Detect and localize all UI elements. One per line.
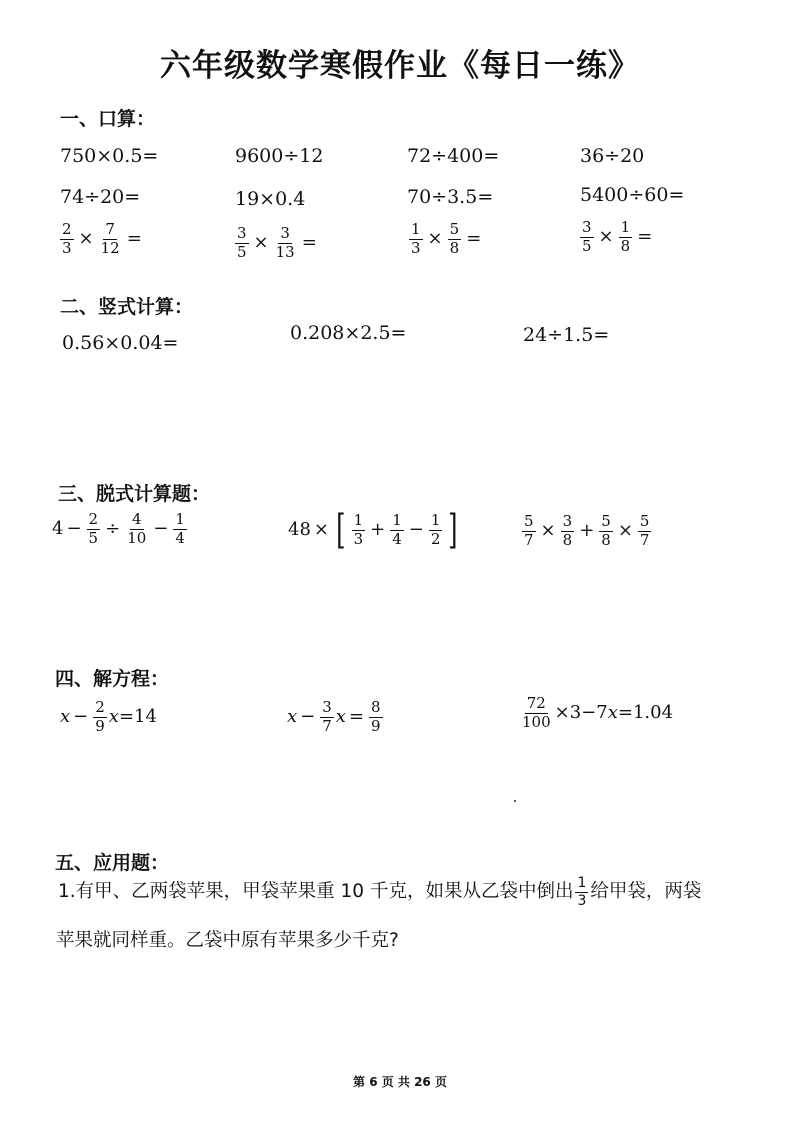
oral-expression: 36÷20 [580, 145, 645, 167]
section-heading-stepwise: 三、脱式计算题： [58, 483, 211, 505]
word-problem-line-2: 苹果就同样重。乙袋中原有苹果多少千克? [56, 930, 399, 951]
oral-expression: 72÷400= [407, 145, 500, 167]
vertical-expression: 24÷1.5= [523, 324, 610, 346]
stepwise-expression: 4 − $\frac{2}{5}$ ÷ $\frac{4}{10}$ − $\frac{1}{4}$ [52, 510, 185, 547]
section-heading-oral: 一、口算： [60, 108, 156, 130]
fraction: $\frac{5}{7}$ [524, 512, 534, 549]
fraction: $\frac{1}{2}$ [430, 510, 441, 548]
fraction: $\frac{3}{5}$ [237, 224, 247, 261]
oral-expression: 70÷3.5= [407, 186, 494, 208]
oral-expression: 5400÷60= [580, 184, 685, 206]
fraction: $\frac{1}{4}$ [392, 510, 402, 548]
fraction: $\frac{5}{8}$ [601, 512, 611, 549]
fraction: $\frac{2}{3}$ [62, 220, 72, 257]
oral-expression: 19×0.4 [235, 188, 306, 210]
fraction: $\frac{72}{100}$ [522, 694, 551, 731]
fraction: $\frac{1}{8}$ [620, 218, 631, 255]
section-heading-vertical: 二、竖式计算： [60, 296, 194, 318]
stepwise-expression: $\frac{5}{7}$ × $\frac{3}{8}$ + $\frac{5}{8}$ × $\frac{5}{7}$ [524, 512, 650, 549]
fraction: $\frac{1}{3}$ [411, 220, 421, 257]
equation: x − $\frac{2}{9}$ x =14 [60, 698, 157, 735]
stepwise-expression: 48 × [ $\frac{1}{3}$ + $\frac{1}{4}$ − $\frac{1}{2}$ ] [288, 507, 458, 553]
fraction: $\frac{3}{8}$ [562, 512, 573, 549]
fraction: $\frac{1}{3}$ [353, 510, 364, 548]
oral-fraction-expression: $\frac{1}{3}$ × $\frac{5}{8}$ = [411, 220, 482, 257]
fraction: $\frac{4}{10}$ [127, 510, 147, 547]
fraction: $\frac{1}{4}$ [175, 510, 185, 547]
fraction: $\frac{1}{3}$ [577, 875, 587, 909]
page-number: 第 6 页 共 26 页 [353, 1075, 447, 1089]
page-title: 六年级数学寒假作业《每日一练》 [160, 48, 640, 84]
section-heading-equations: 四、解方程： [55, 668, 170, 690]
fraction: $\frac{8}{9}$ [371, 698, 381, 735]
vertical-expression: 0.208×2.5= [290, 322, 407, 344]
fraction: $\frac{3}{5}$ [582, 218, 592, 255]
vertical-expression: 0.56×0.04= [62, 332, 179, 354]
oral-fraction-expression: $\frac{3}{5}$ × $\frac{1}{8}$ = [582, 218, 653, 255]
equation: $\frac{72}{100}$ ×3−7 x =1.04 [522, 694, 674, 731]
equation: x − $\frac{3}{7}$ x = $\frac{8}{9}$ [287, 698, 381, 735]
fraction: $\frac{3}{7}$ [322, 698, 332, 735]
fraction: $\frac{7}{12}$ [100, 220, 120, 257]
fraction: $\frac{5}{7}$ [639, 512, 650, 549]
oral-expression: 74÷20= [60, 186, 141, 208]
oral-fraction-expression: $\frac{3}{5}$ × $\frac{3}{13}$ = [237, 224, 317, 261]
word-problem-line-1: 1.有甲、乙两袋苹果，甲袋苹果重 10 千克，如果从乙袋中倒出 $\frac{1}{3}$ 给甲袋，两袋 [58, 875, 702, 909]
oral-expression: 9600÷12 [235, 145, 324, 167]
fraction: $\frac{2}{5}$ [88, 510, 99, 547]
fraction: $\frac{3}{13}$ [275, 224, 295, 261]
fraction: $\frac{5}{8}$ [449, 220, 460, 257]
section-heading-application: 五、应用题： [55, 852, 170, 874]
speck-mark [514, 800, 516, 802]
oral-expression: 750×0.5= [60, 145, 159, 167]
oral-fraction-expression: $\frac{2}{3}$ × $\frac{7}{12}$ = [62, 220, 142, 257]
fraction: $\frac{2}{9}$ [95, 698, 105, 735]
